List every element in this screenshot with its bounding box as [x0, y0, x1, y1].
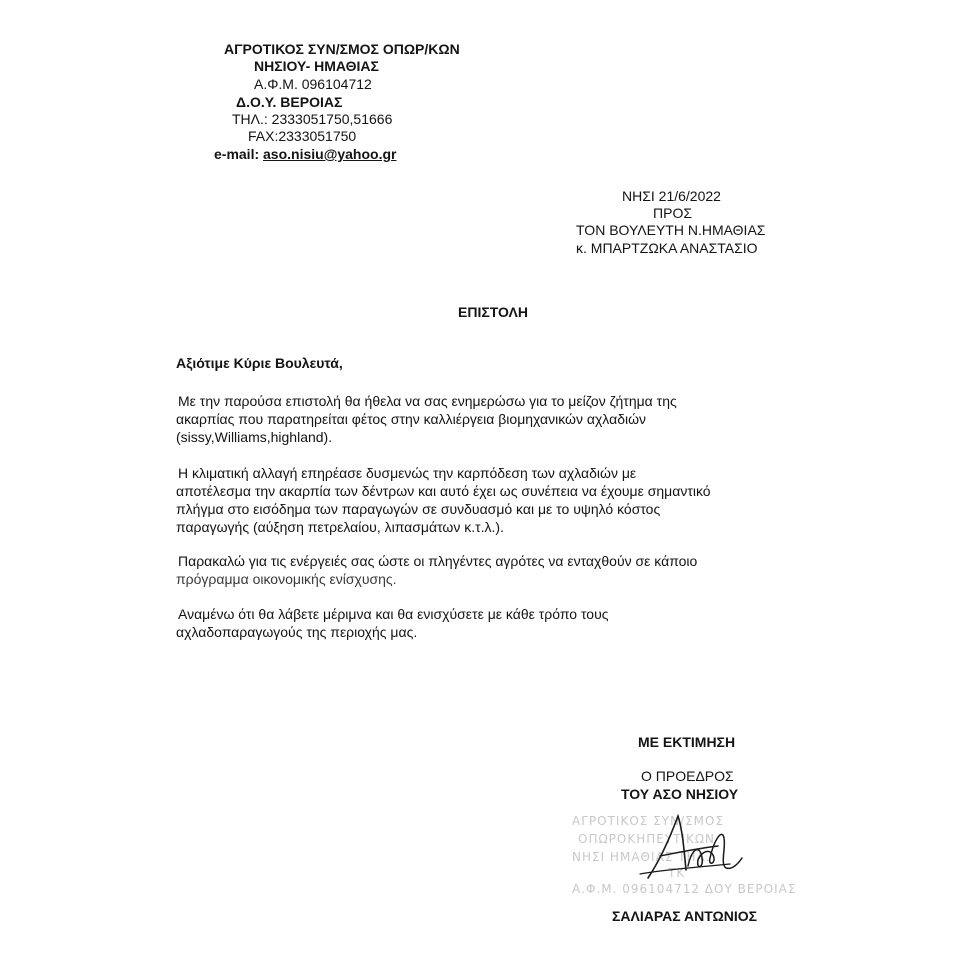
p2-line-2: αποτέλεσμα την ακαρπία των δέντρων και αυτό έχει ως συνέπεια να έχουμε σημαντικό — [176, 483, 711, 499]
p2-line-1: Η κλιματική αλλαγή επηρέασε δυσμενώς την καρπόδεση των αχλαδιών με — [178, 465, 637, 481]
stamp-line-2: ΟΠΩΡΟΚΗΠΕΥΤΙΚΩΝ — [578, 832, 716, 846]
p3-line-2: πρόγραμμα οικονομικής ενίσχυσης. — [176, 571, 397, 587]
stamp-line-3: ΝΗΣΙ ΗΜΑΘΙΑΣ ΤΗΛ. — [572, 850, 711, 864]
letter-title: ΕΠΙΣΤΟΛΗ — [458, 304, 528, 320]
salutation: Αξιότιμε Κύριε Βουλευτά, — [176, 355, 343, 371]
stamp-line-1: ΑΓΡΟΤΙΚΟΣ ΣΥΝ/ΣΜΟΣ — [572, 814, 725, 828]
p1-line-1: Με την παρούσα επιστολή θα ήθελα να σας ενημερώσω για το μείζον ζήτημα της — [178, 393, 677, 409]
stamp-line-5: Α.Φ.Μ. 096104712 ΔΟΥ ΒΕΡΟΙΑΣ — [572, 882, 797, 896]
closing-regards: ΜΕ ΕΚΤΙΜΗΣΗ — [638, 734, 736, 750]
place-date: ΝΗΣΙ 21/6/2022 — [622, 188, 721, 204]
p4-line-2: αχλαδοπαραγωγούς της περιοχής μας. — [176, 624, 418, 640]
closing-role-2: ΤΟΥ ΑΣΟ ΝΗΣΙΟΥ — [621, 786, 739, 802]
to-label: ΠΡΟΣ — [653, 205, 692, 221]
signer-name: ΣΑΛΙΑΡΑΣ ΑΝΤΩΝΙΟΣ — [612, 908, 758, 924]
to-line-1: ΤΟΝ ΒΟΥΛΕΥΤΗ Ν.ΗΜΑΘΙΑΣ — [576, 222, 766, 238]
sender-email-link[interactable]: aso.nisiu@yahoo.gr — [263, 146, 397, 162]
p1-line-3: (sissy,Williams,highland). — [176, 429, 333, 445]
closing-role-1: Ο ΠΡΟΕΔΡΟΣ — [641, 768, 734, 784]
sender-fax: FAX:2333051750 — [248, 128, 357, 144]
sender-phone: ΤΗΛ.: 2333051750,51666 — [232, 111, 393, 127]
p3-line-1: Παρακαλώ για τις ενέργειές σας ώστε οι πληγέντες αγρότες να ενταχθούν σε κάποιο — [178, 553, 698, 569]
sender-email-label: e-mail: — [214, 146, 260, 162]
sender-doy: Δ.Ο.Υ. ΒΕΡΟΙΑΣ — [236, 94, 343, 110]
p4-line-1: Αναμένω ότι θα λάβετε μέριμνα και θα ενισχύσετε με κάθε τρόπο τους — [178, 606, 609, 622]
p1-line-2: ακαρπίας που παρατηρείται φέτος στην καλλιέργεια βιομηχανικών αχλαδιών — [176, 411, 647, 427]
p2-line-3: πλήγμα στο εισόδημα των παραγωγών σε συνδυασμό και με το υψηλό κόστος — [176, 501, 661, 517]
sender-email-row — [214, 146, 396, 163]
stamp-line-4: ΤΚ — [668, 866, 686, 880]
sender-org-location: ΝΗΣΙΟΥ- ΗΜΑΘΙΑΣ — [254, 58, 379, 74]
to-line-2: κ. ΜΠΑΡΤΖΩΚΑ ΑΝΑΣΤΑΣΙΟ — [576, 240, 758, 256]
sender-afm: Α.Φ.Μ. 096104712 — [254, 76, 372, 92]
p2-line-4: παραγωγής (αύξηση πετρελαίου, λιπασμάτων κ.τ.λ.). — [176, 519, 504, 535]
sender-org-name: ΑΓΡΟΤΙΚΟΣ ΣΥΝ/ΣΜΟΣ ΟΠΩΡ/ΚΩΝ — [224, 41, 460, 57]
handwritten-signature — [630, 808, 750, 888]
